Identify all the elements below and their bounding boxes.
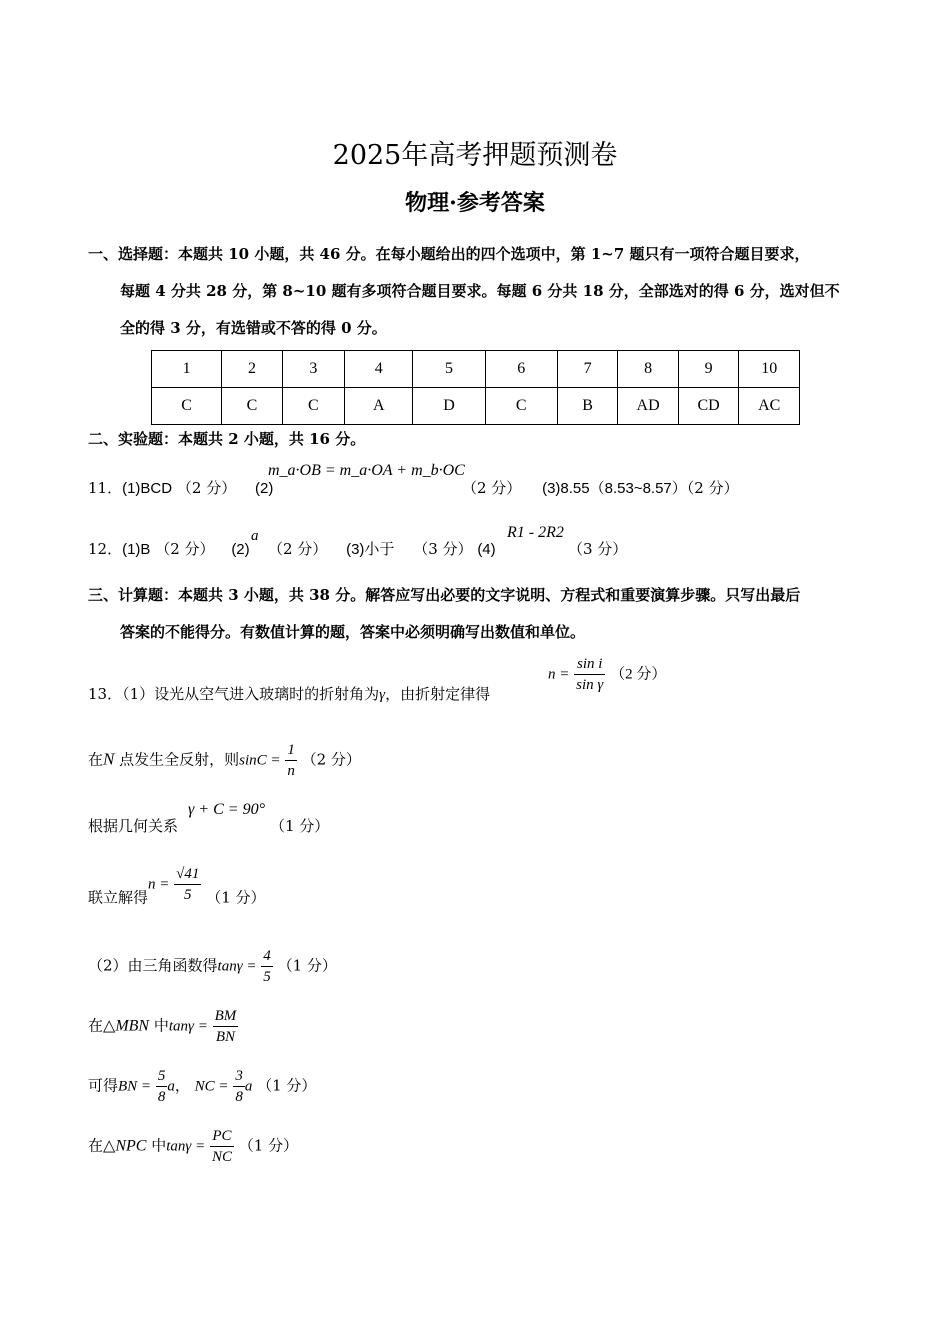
q12-part1-score: （2 分）: [155, 540, 215, 558]
q13-line6-num: BM: [213, 1006, 239, 1027]
q13-line7-var1: a: [167, 1078, 175, 1095]
q11-formula: m_a·OB = m_a·OA + m_b·OC: [268, 462, 465, 479]
q11-part1: (1)BCD: [122, 480, 173, 497]
q13-line6-den: BN: [215, 1029, 236, 1045]
q13-line4-den: 5: [184, 887, 192, 903]
q12-part3-score: （3 分）: [413, 540, 473, 558]
q12-formula: R1 - 2R2: [507, 524, 564, 541]
q13-line2-score: （2 分）: [301, 750, 361, 769]
answer-table-answers-row: [152, 388, 800, 425]
q11-part3: (3)8.55（8.53~8.57）: [542, 480, 687, 497]
q12-part4-label: (4): [477, 541, 496, 558]
table-cell: 8: [618, 351, 679, 388]
table-cell: A: [345, 388, 413, 425]
q13-line3-formula: γ + C = 90°: [188, 801, 265, 818]
table-cell: C: [222, 388, 282, 425]
q13-line8-lhs: tanγ =: [166, 1138, 206, 1155]
table-cell: AC: [739, 388, 800, 425]
q11-part3-score: （2 分）: [686, 479, 739, 497]
table-cell: CD: [678, 388, 739, 425]
q13-line7-sep: ，: [174, 1076, 190, 1095]
section3-line2: 答案的不能得分。有数值计算的题，答案中必须明确写出数值和单位。: [120, 623, 586, 641]
q13-line7-score: （1 分）: [257, 1076, 317, 1095]
q13-line4-text: 联立解得: [88, 888, 149, 907]
q13-eq1-num: sin i: [574, 654, 605, 675]
section1-line3: 全的得 3 分，有选错或不答的得 0 分。: [120, 319, 387, 337]
q13-line3-score: （1 分）: [270, 817, 330, 835]
table-cell: D: [413, 388, 485, 425]
q12-number: 12．: [88, 540, 123, 558]
q13-eq1-score: （2 分）: [610, 666, 667, 683]
q13-line2-pre: 在: [88, 750, 104, 769]
table-cell: C: [282, 388, 344, 425]
table-cell: 4: [345, 351, 413, 388]
q13-line6-triangle: △MBN: [103, 1017, 150, 1035]
q13-line5-fraction: [261, 946, 273, 987]
q13-line7-den2: 8: [235, 1089, 243, 1105]
q13-line7-lhs2: NC =: [194, 1078, 229, 1095]
q13-line1: [88, 683, 490, 704]
section2-heading: 二、实验题：本题共 2 小题，共 16 分。: [88, 430, 366, 448]
q12-part3: (3)小于: [346, 541, 395, 558]
table-cell: C: [152, 388, 222, 425]
q13-line8-den: NC: [211, 1149, 232, 1165]
q13-line8: [88, 1126, 298, 1167]
q13-line2-text: 点发生全反射，则: [119, 750, 240, 769]
table-cell: 7: [557, 351, 617, 388]
page-title: 2025年高考押题预测卷: [332, 140, 618, 171]
table-cell: AD: [618, 388, 679, 425]
q12-part1: (1)B: [122, 541, 151, 558]
q11-part2-label: (2): [254, 480, 274, 497]
q11-number: 11．: [88, 479, 123, 497]
table-cell: 5: [413, 351, 485, 388]
q13-line2-lhs: sinC =: [239, 752, 281, 769]
q13-line7-pre: 可得: [88, 1076, 119, 1095]
table-cell: 3: [282, 351, 344, 388]
q13-line2-var: N: [103, 749, 115, 769]
q12-mid: [268, 538, 496, 559]
q11-part1-score: （2 分）: [176, 479, 237, 497]
q13-eq1-fraction: [574, 654, 605, 695]
answer-table-numbers-row: [152, 351, 800, 388]
section1-line2: 每题 4 分共 28 分，第 8~10 题有多项符合题目要求。每题 6 分共 18 分，全部选对的得 6 分，选对但不: [120, 282, 840, 300]
q13-line8-pre: 在: [88, 1136, 104, 1155]
q13-line1-text: 13．（1）设光从空气进入玻璃时的折射角为: [88, 685, 380, 703]
q13-line2-fraction: [285, 740, 297, 781]
q12-line: [88, 538, 250, 559]
q13-line1-text2: ，由折射定律得: [385, 685, 491, 703]
table-cell: 9: [678, 351, 739, 388]
q12-part2-score: （2 分）: [268, 540, 328, 558]
q13-line7-num1: 5: [156, 1066, 168, 1087]
q13-line6-pre: 在: [88, 1016, 104, 1035]
answer-table: [151, 350, 800, 425]
q13-line4-num: √41: [174, 864, 201, 885]
q13-line8-score: （1 分）: [238, 1136, 299, 1155]
q13-line4-lhs: n =: [148, 876, 170, 893]
q13-line7-den1: 8: [157, 1089, 166, 1105]
q13-line7-var2: a: [244, 1078, 253, 1095]
q13-line5-score: （1 分）: [277, 956, 337, 975]
q13-line5: [88, 946, 337, 987]
table-cell: C: [485, 388, 557, 425]
q13-line6-lhs: tanγ =: [168, 1018, 208, 1035]
q12-part2-value: a: [251, 528, 259, 544]
q13-line1-var: γ: [379, 687, 386, 703]
q13-line7-fraction2: [233, 1066, 245, 1107]
q13-line5-lhs: tanγ =: [217, 958, 257, 975]
section1-line1: 一、选择题：本题共 10 小题，共 46 分。在每小题给出的四个选项中，第 1~7 题只有一项符合题目要求，: [88, 245, 810, 263]
q13-line5-den: 5: [263, 969, 271, 985]
q11-part2-score: （2 分）: [462, 479, 522, 497]
q13-line5-num: 4: [261, 946, 273, 967]
q13-line4-fraction: [174, 864, 201, 905]
q13-line7-lhs1: BN =: [118, 1078, 152, 1095]
q11-tail: [462, 477, 739, 498]
page-subtitle: 物理·参考答案: [405, 190, 545, 216]
q13-line8-num: PC: [210, 1126, 234, 1147]
q13-eq1-lhs: n =: [548, 666, 570, 683]
q13-line7: [88, 1066, 316, 1107]
table-cell: 6: [485, 351, 557, 388]
q13-line7-num2: 3: [233, 1066, 245, 1087]
q12-part2-label: (2): [231, 541, 250, 558]
table-cell: 10: [739, 351, 800, 388]
q13-line4-score: （1 分）: [206, 888, 266, 907]
q13-line2: [88, 740, 361, 781]
section3-line1: 三、计算题：本题共 3 小题，共 38 分。解答应写出必要的文字说明、方程式和重要演算步骤。只写出最后: [88, 586, 801, 604]
q13-line7-fraction1: [156, 1066, 168, 1107]
q11-line: [88, 477, 273, 498]
q13-line2-den: n: [287, 763, 295, 779]
q13-eq1-den: sin γ: [576, 677, 604, 693]
q13-line8-triangle: △NPC: [103, 1137, 147, 1155]
q13-line6-mid: 中: [153, 1016, 169, 1035]
q13-line5-text: （2）由三角函数得: [88, 956, 218, 975]
q13-line3-text: 根据几何关系: [88, 817, 179, 835]
table-cell: 1: [152, 351, 222, 388]
q13-line6: [88, 1006, 238, 1047]
q13-line8-mid: 中: [151, 1136, 167, 1155]
q13-line8-fraction: [210, 1126, 234, 1167]
q13-line6-fraction: [213, 1006, 239, 1047]
q13-line4: [88, 864, 266, 908]
q13-eq1: [548, 654, 666, 695]
table-cell: 2: [222, 351, 282, 388]
table-cell: B: [557, 388, 617, 425]
q12-part4-score: （3 分）: [568, 540, 628, 558]
q13-line2-num: 1: [285, 740, 297, 761]
